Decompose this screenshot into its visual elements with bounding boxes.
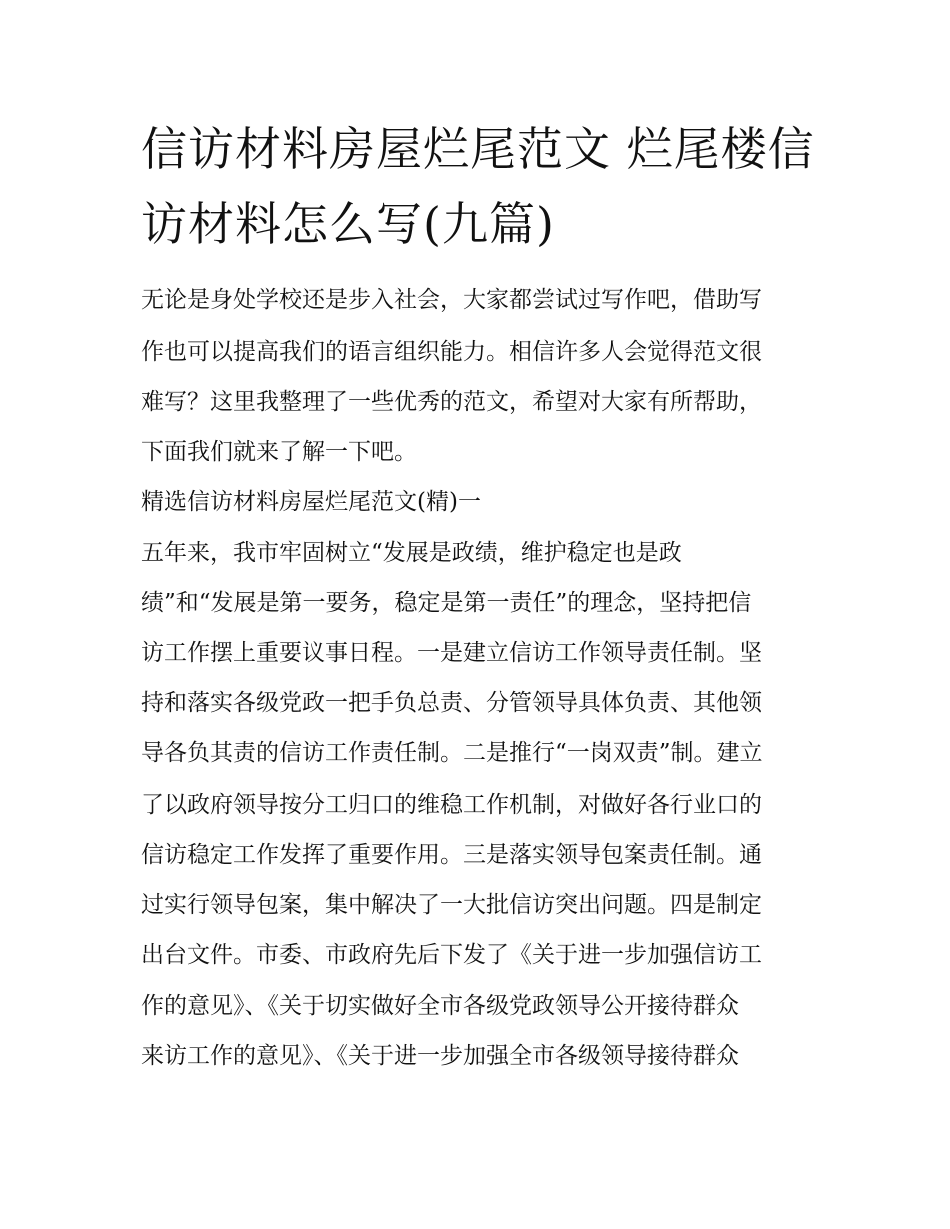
body-line-9: 出台文件。市委、市政府先后下发了《关于进一步加强信访工 [141, 942, 762, 968]
body-line-7: 信访稳定工作发挥了重要作用。三是落实领导包案责任制。通 [141, 842, 762, 868]
section-heading: 精选信访材料房屋烂尾范文(精)一 [141, 489, 481, 515]
body-line-8: 过实行领导包案，集中解决了一大批信访突出问题。四是制定 [141, 892, 762, 918]
body-line-10: 作的意见》、《关于切实做好全市各级党政领导公开接待群众 [141, 993, 739, 1019]
intro-line-4: 下面我们就来了解一下吧。 [141, 439, 417, 465]
intro-line-2: 作也可以提高我们的语言组织能力。相信许多人会觉得范文很 [141, 339, 762, 365]
body-line-1: 五年来，我市牢固树立“发展是政绩，维护稳定也是政 [141, 540, 682, 566]
intro-line-3: 难写？这里我整理了一些优秀的范文，希望对大家有所帮助， [141, 389, 762, 415]
body-line-3: 访工作摆上重要议事日程。一是建立信访工作领导责任制。坚 [141, 640, 762, 666]
document-title: 信访材料房屋烂尾范文 烂尾楼信访材料怎么写(九篇) [141, 122, 815, 251]
body-line-5: 导各负其责的信访工作责任制。二是推行“一岗双责”制。建立 [141, 740, 763, 766]
intro-line-1: 无论是身处学校还是步入社会，大家都尝试过写作吧，借助写 [141, 287, 762, 313]
body-line-6: 了以政府领导按分工归口的维稳工作机制，对做好各行业口的 [141, 792, 762, 818]
body-line-2: 绩”和“发展是第一要务，稳定是第一责任”的理念，坚持把信 [141, 590, 752, 616]
body-line-11: 来访工作的意见》、《关于进一步加强全市各级领导接待群众 [141, 1043, 739, 1069]
body-line-4: 持和落实各级党政一把手负总责、分管领导具体负责、其他领 [141, 690, 762, 716]
